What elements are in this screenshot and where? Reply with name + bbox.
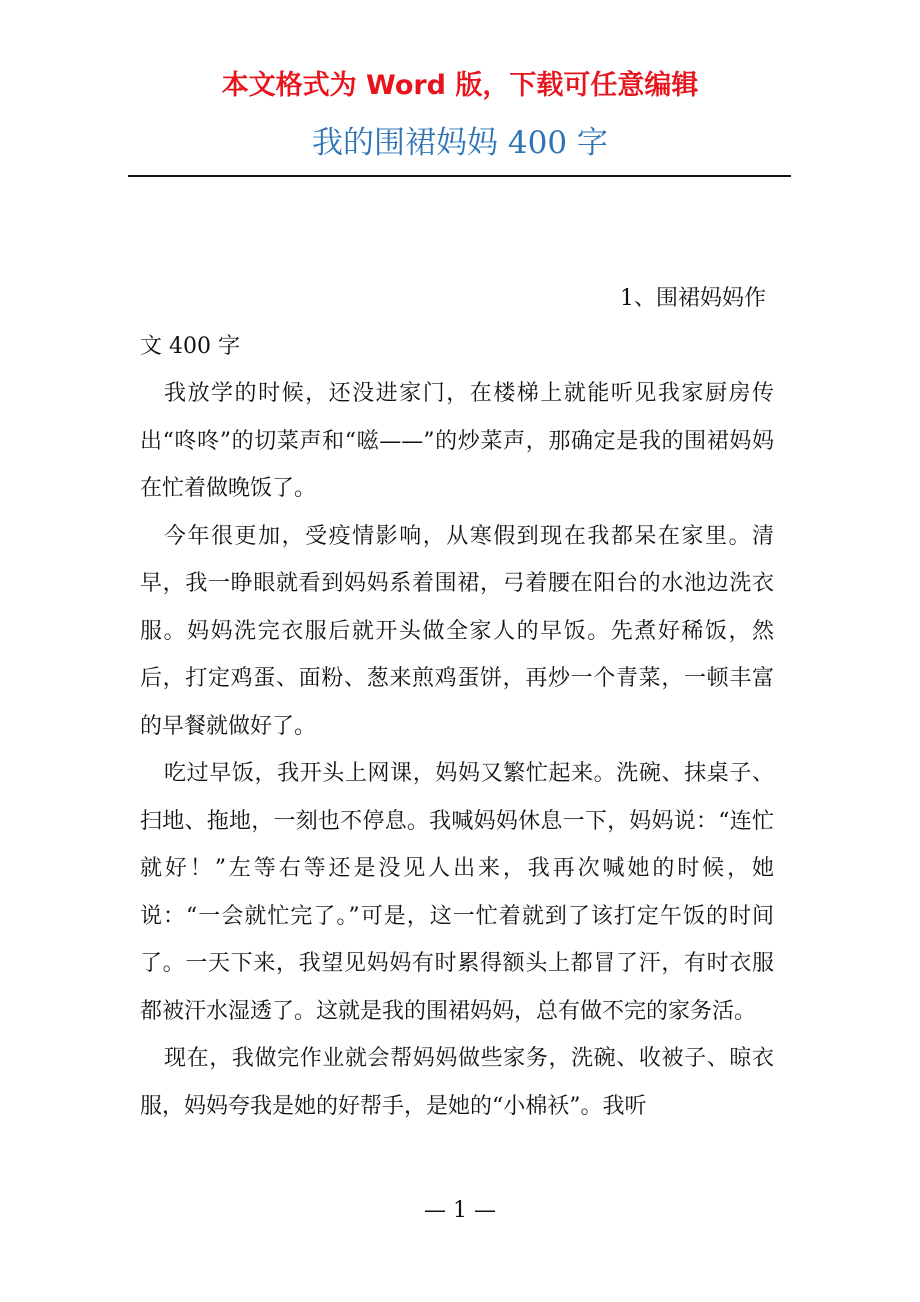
- paragraph: 今年很更加，受疫情影响，从寒假到现在我都呆在家里。清早，我一睁眼就看到妈妈系着围裙，弓着腰在阳台的水池边洗衣服。妈妈洗完衣服后就开头做全家人的早饭。先煮好稀饭，然后，打定鸡蛋、面粉、葱来煎鸡蛋饼，再炒一个青菜，一顿丰富的早餐就做好了。: [140, 523, 774, 739]
- section-heading: 1、围裙妈妈作: [620, 286, 766, 311]
- document-title: 我的围裙妈妈 400 字: [312, 125, 608, 161]
- format-notice-banner: 本文格式为 Word 版，下载可任意编辑: [221, 70, 699, 101]
- page-number: — 1 —: [424, 1198, 496, 1223]
- paragraph: 现在，我做完作业就会帮妈妈做些家务，洗碗、收被子、晾衣服，妈妈夸我是她的好帮手，是她的“小棉袄”。我听: [140, 1046, 774, 1119]
- paragraph: 吃过早饭，我开头上网课，妈妈又繁忙起来。洗碗、抹桌子、扫地、拖地，一刻也不停息。我喊妈妈休息一下，妈妈说：“连忙就好！”左等右等还是没见人出来，我再次喊她的时候，她说：“一会就忙完了。”可是，这一忙着就到了该打定午饭的时间了。一天下来，我望见妈妈有时累得额头上都冒了汗，有时衣服都被汗水湿透了。这就是我的围裙妈妈，总有做不完的家务活。: [140, 761, 774, 1024]
- section-heading-continuation: 文 400 字: [140, 333, 240, 359]
- title-divider: [128, 175, 791, 177]
- document-body: [140, 275, 774, 1130]
- paragraph: 我放学的时候，还没进家门，在楼梯上就能听见我家厨房传出“咚咚”的切菜声和“嗞——”的炒菜声，那确定是我的围裙妈妈在忙着做晚饭了。: [140, 381, 774, 501]
